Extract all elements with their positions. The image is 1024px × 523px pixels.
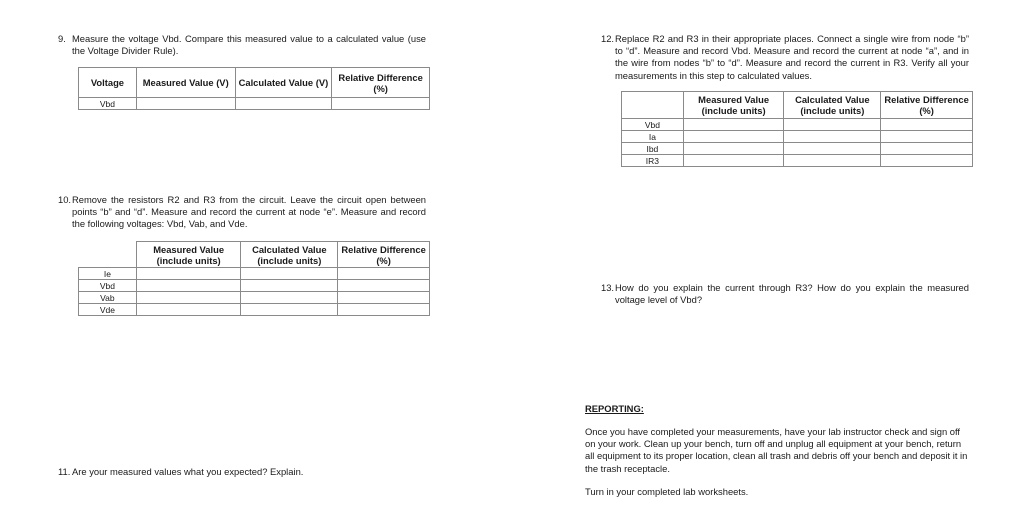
column-header: Calculated Value (V) [235, 68, 332, 98]
measured-cell[interactable] [136, 280, 241, 292]
difference-cell[interactable] [881, 119, 973, 131]
difference-cell[interactable] [338, 280, 430, 292]
measured-cell[interactable] [683, 155, 784, 167]
question-text: Replace R2 and R3 in their appropriate places. Connect a single wire from node “b” to “d”. Measure and record Vbd. Measure and record the current at node “a”, and in the wire from nodes “b” to “d”. Measure and record the current in R3. Verify all your measurements in this step to calculated values. [615, 33, 969, 81]
question-text: Measure the voltage Vbd. Compare this measured value to a calculated value (use the Voltage Divider Rule). [72, 33, 426, 57]
calculated-cell[interactable] [241, 268, 338, 280]
question-number: 10. [58, 194, 72, 205]
column-header [622, 92, 684, 119]
reporting-closing [585, 486, 969, 498]
table-row [79, 98, 430, 110]
reporting-text: Once you have completed your measurements, have your lab instructor check and sign off on your work. Clean up your bench, turn off and unplug all equipment at your bench, return all equipment to its proper location, clean all trash and debris off your bench and deposit it in the trash receptacle. [585, 426, 968, 474]
row-label: Ibd [622, 143, 684, 155]
question-10 [58, 194, 426, 231]
measured-cell[interactable] [136, 268, 241, 280]
calculated-cell[interactable] [784, 131, 881, 143]
difference-cell[interactable] [881, 155, 973, 167]
table-q10 [78, 241, 430, 316]
column-header: Calculated Value (include units) [241, 242, 338, 268]
table-row [622, 131, 973, 143]
column-header [79, 242, 137, 268]
reporting-heading [585, 403, 644, 415]
column-header: Measured Value (include units) [136, 242, 241, 268]
table-row [79, 280, 430, 292]
table-q9 [78, 67, 430, 110]
row-label: Ia [622, 131, 684, 143]
row-label: Vbd [79, 98, 137, 110]
question-text: Remove the resistors R2 and R3 from the circuit. Leave the circuit open between points “b” and “d”. Measure and record the current at node “e”. Measure and record the following voltages: Vbd, Vab, and Vde. [72, 194, 426, 230]
measured-cell[interactable] [683, 119, 784, 131]
table-q12 [621, 91, 973, 167]
difference-cell[interactable] [881, 131, 973, 143]
measured-cell[interactable] [683, 131, 784, 143]
row-label: Vab [79, 292, 137, 304]
column-header: Relative Difference (%) [881, 92, 973, 119]
calculated-cell[interactable] [784, 143, 881, 155]
row-label: Vde [79, 304, 137, 316]
calculated-cell[interactable] [241, 304, 338, 316]
table-row [79, 304, 430, 316]
question-12 [601, 33, 969, 82]
difference-cell[interactable] [338, 268, 430, 280]
column-header: Measured Value (V) [136, 68, 235, 98]
question-number: 11. [58, 466, 71, 477]
question-number: 13. [601, 282, 615, 293]
row-label: Ie [79, 268, 137, 280]
calculated-cell[interactable] [241, 280, 338, 292]
question-13 [601, 282, 969, 306]
question-number: 12. [601, 33, 615, 44]
measured-cell[interactable] [136, 292, 241, 304]
question-9 [58, 33, 426, 57]
row-label: Vbd [79, 280, 137, 292]
measured-cell[interactable] [136, 304, 241, 316]
row-label: Vbd [622, 119, 684, 131]
difference-cell[interactable] [881, 143, 973, 155]
question-11 [58, 466, 426, 478]
column-header: Relative Difference (%) [338, 242, 430, 268]
measured-cell[interactable] [136, 98, 235, 110]
table-row [79, 268, 430, 280]
difference-cell[interactable] [338, 304, 430, 316]
column-header: Measured Value (include units) [683, 92, 784, 119]
calculated-cell[interactable] [784, 119, 881, 131]
closing-text: Turn in your completed lab worksheets. [585, 486, 749, 497]
measured-cell[interactable] [683, 143, 784, 155]
column-header: Calculated Value (include units) [784, 92, 881, 119]
table-row [622, 155, 973, 167]
calculated-cell[interactable] [235, 98, 332, 110]
calculated-cell[interactable] [784, 155, 881, 167]
table-row [622, 119, 973, 131]
reporting-paragraph [585, 426, 969, 475]
table-row [622, 143, 973, 155]
column-header: Relative Difference (%) [332, 68, 430, 98]
question-text: Are your measured values what you expected? Explain. [72, 466, 304, 477]
reporting-title: REPORTING: [585, 403, 644, 414]
question-text: How do you explain the current through R3? How do you explain the measured voltage level of Vbd? [615, 282, 969, 306]
difference-cell[interactable] [338, 292, 430, 304]
question-number: 9. [58, 33, 66, 44]
row-label: IR3 [622, 155, 684, 167]
calculated-cell[interactable] [241, 292, 338, 304]
table-row [79, 292, 430, 304]
column-header: Voltage [79, 68, 137, 98]
difference-cell[interactable] [332, 98, 430, 110]
